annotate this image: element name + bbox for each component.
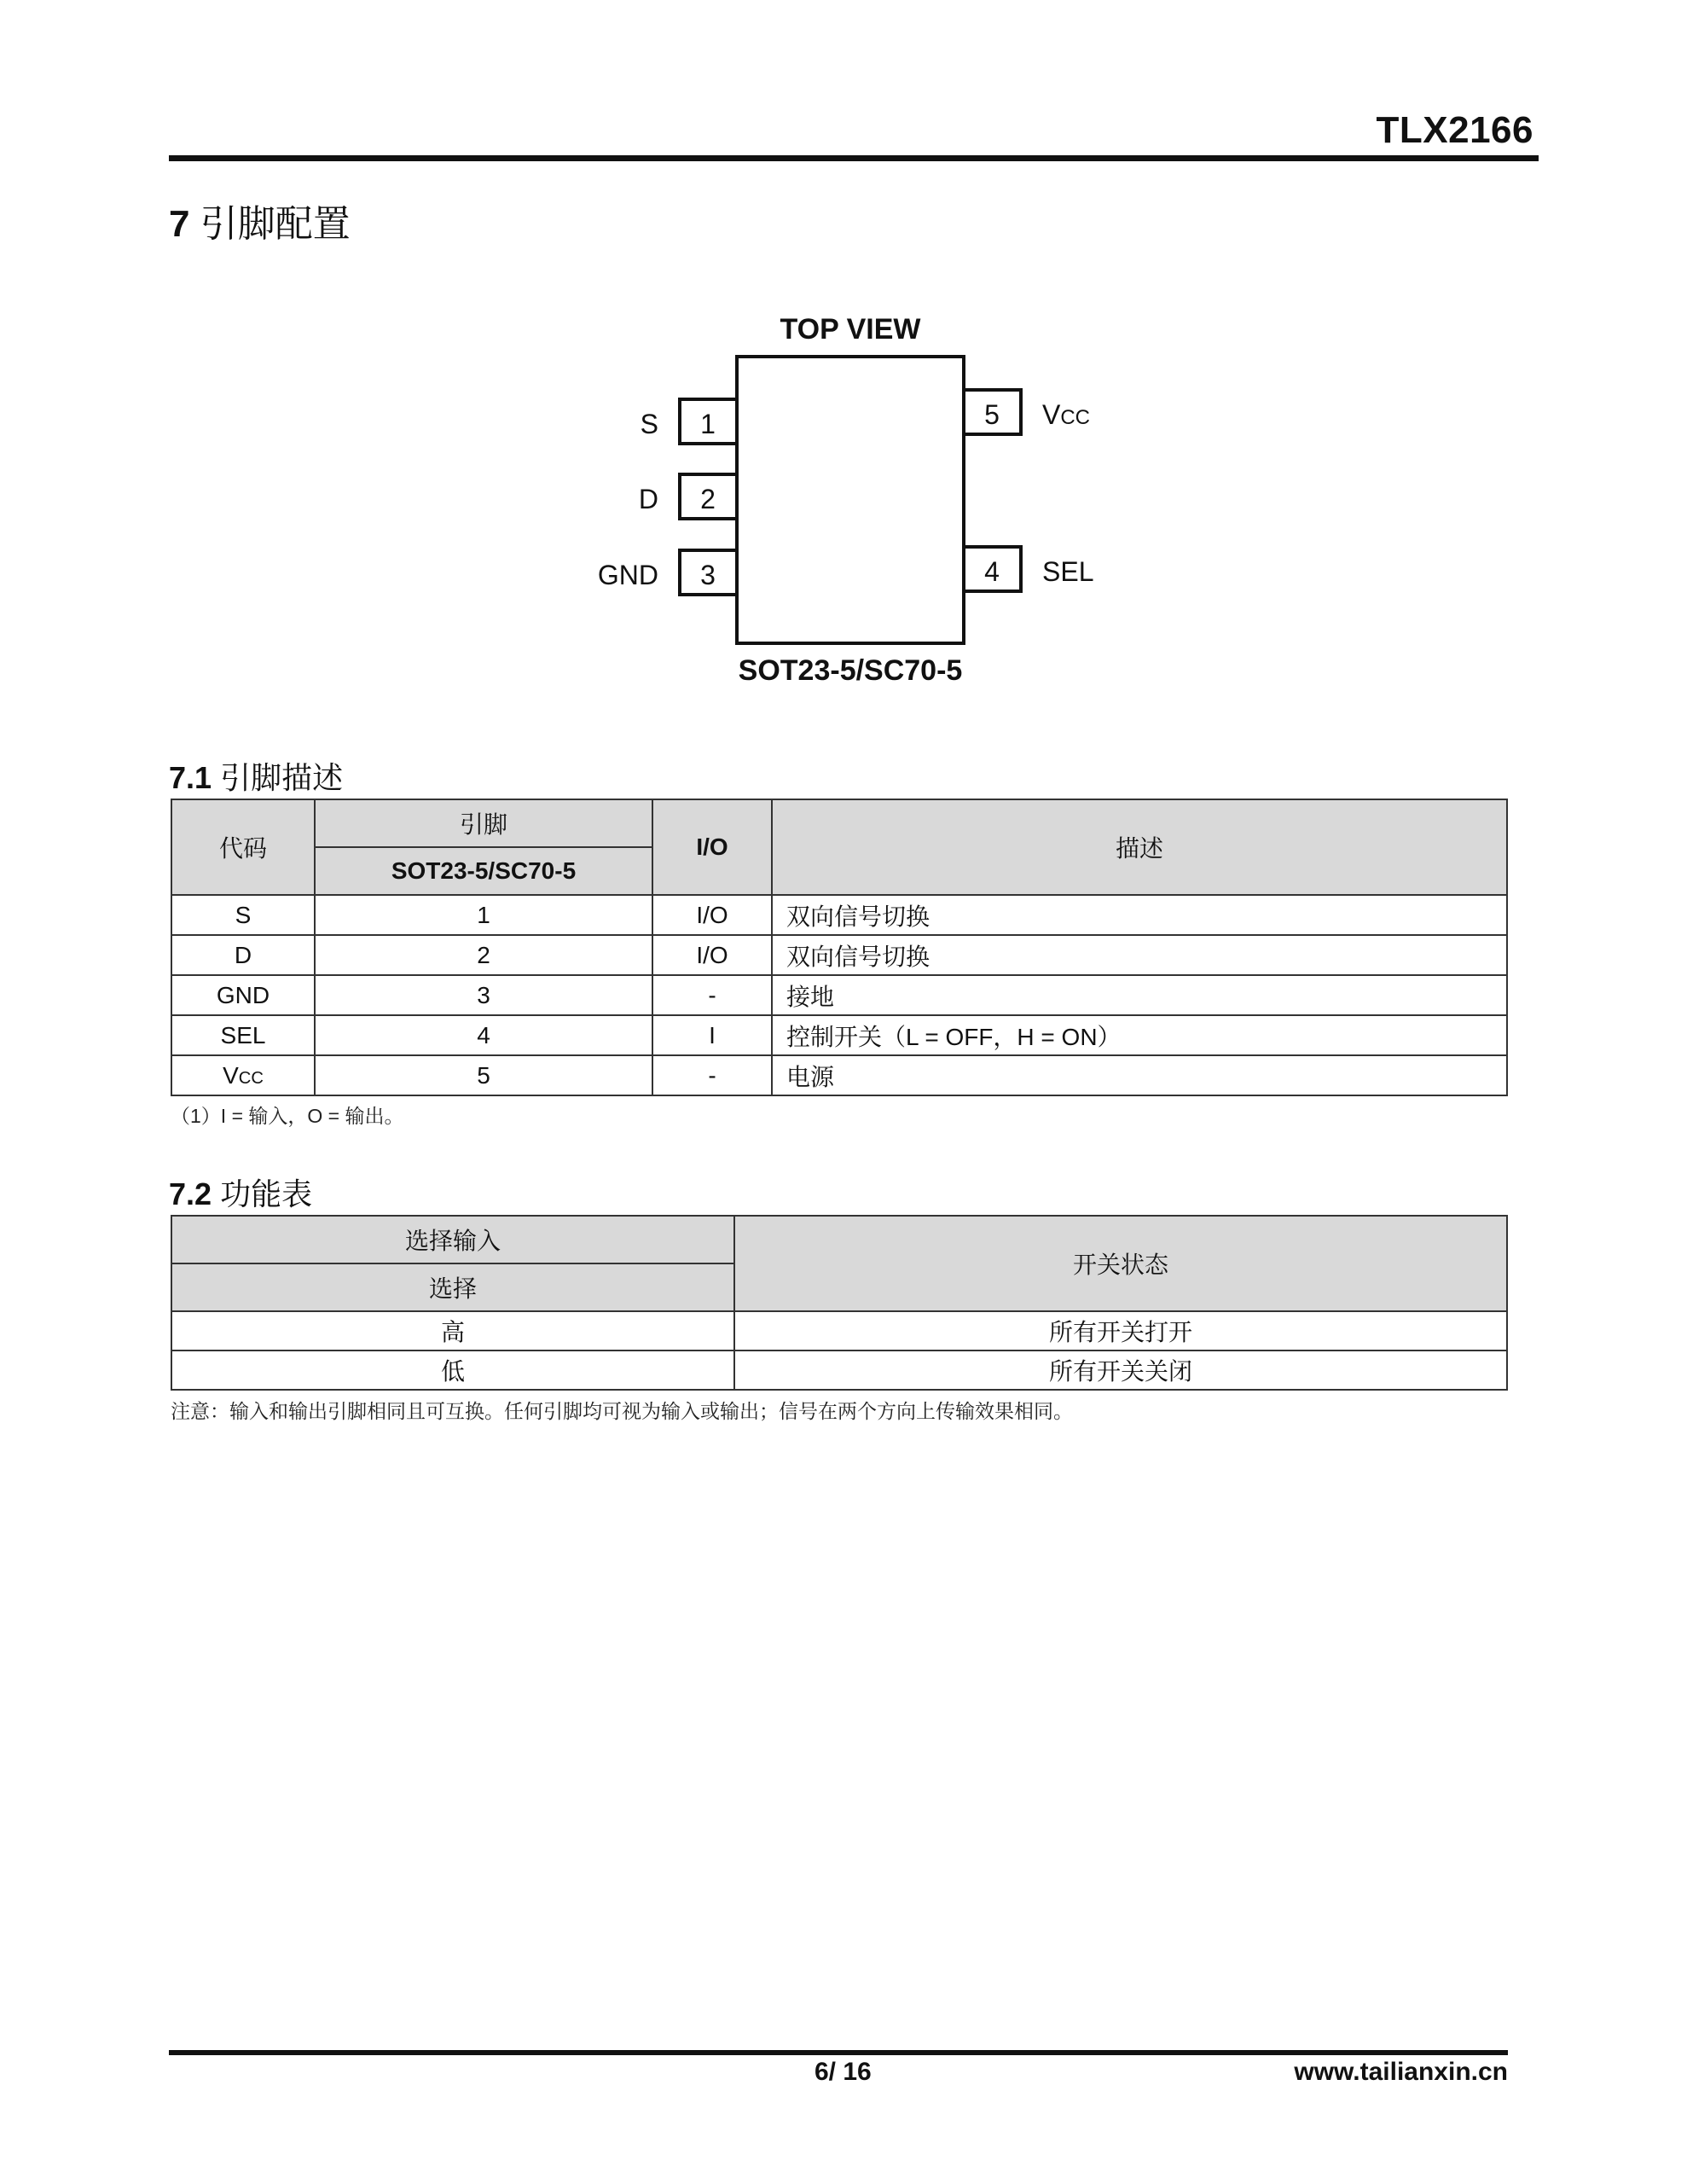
pin-5-name: VCC: [1042, 399, 1091, 430]
pin-2-number: 2: [700, 484, 716, 514]
pin-description: 接地: [772, 975, 1507, 1015]
pin-io: I/O: [652, 895, 772, 935]
pin-description: 电源: [772, 1055, 1507, 1095]
pin-code: S: [171, 895, 315, 935]
table-row: [171, 935, 1507, 975]
section-7-1-title: 引脚描述: [220, 760, 344, 795]
pin-number: 1: [315, 895, 652, 935]
function-table: [171, 1215, 1508, 1391]
pin-4-number: 4: [984, 556, 1000, 587]
footer-rule: [169, 2050, 1508, 2055]
table-row: [171, 1311, 1507, 1350]
pin-number: 4: [315, 1015, 652, 1055]
pin-io: -: [652, 1055, 772, 1095]
table-row: [171, 895, 1507, 935]
pin-code: D: [171, 935, 315, 975]
pin-number: 5: [315, 1055, 652, 1095]
switch-state-value: 所有开关打开: [734, 1311, 1507, 1350]
header-description: 描述: [772, 799, 1507, 895]
pin-5-number: 5: [984, 399, 1000, 430]
section-7-heading: [169, 193, 351, 247]
pin-description: 双向信号切换: [772, 895, 1507, 935]
pin-1-name: S: [640, 409, 658, 439]
header-switch-state: 开关状态: [734, 1216, 1507, 1311]
header-rule: [169, 155, 1539, 161]
pin-code: GND: [171, 975, 315, 1015]
table-row: [171, 1055, 1507, 1095]
website-link[interactable]: www.tailianxin.cn: [1294, 2058, 1508, 2086]
pin-description: 控制开关（L = OFF，H = ON）: [772, 1015, 1507, 1055]
pin-code: VCC: [171, 1055, 315, 1095]
pin-number: 2: [315, 935, 652, 975]
pin-number: 3: [315, 975, 652, 1015]
function-table-note: 注意：输入和输出引脚相同且可互换。任何引脚均可视为输入或输出；信号在两个方向上传输效果相同。: [171, 1400, 1073, 1422]
header-pin: 引脚: [315, 799, 652, 847]
section-7-1-heading: [169, 754, 343, 798]
section-7-2-heading: [169, 1170, 312, 1214]
pin-description-table: [171, 799, 1508, 1096]
pin-io: -: [652, 975, 772, 1015]
header-select: 选择: [171, 1263, 734, 1311]
package-label: SOT23-5/SC70-5: [738, 654, 963, 687]
pin-description: 双向信号切换: [772, 935, 1507, 975]
table-row: [171, 1350, 1507, 1390]
section-7-title: 引脚配置: [200, 203, 351, 245]
header-select-input: 选择输入: [171, 1216, 734, 1263]
pinout-diagram: [563, 307, 1143, 700]
select-value: 高: [171, 1311, 734, 1350]
pin-table-footnote: （1）I = 输入，O = 输出。: [171, 1105, 404, 1127]
header-code: 代码: [171, 799, 315, 895]
section-7-1-number: 7.1: [169, 760, 212, 795]
chip-body: [737, 357, 964, 643]
top-view-label: TOP VIEW: [780, 313, 921, 346]
table-row: [171, 975, 1507, 1015]
pin-io: I: [652, 1015, 772, 1055]
pin-io: I/O: [652, 935, 772, 975]
section-7-2-title: 功能表: [220, 1176, 313, 1211]
pin-3-name: GND: [597, 560, 658, 590]
pin-4-name: SEL: [1042, 556, 1094, 587]
pin-3-number: 3: [700, 560, 716, 590]
table-row: [171, 1015, 1507, 1055]
header-package: SOT23-5/SC70-5: [315, 847, 652, 895]
select-value: 低: [171, 1350, 734, 1390]
part-number-header: TLX2166: [1376, 109, 1533, 151]
pin-2-name: D: [638, 484, 658, 514]
pin-code: SEL: [171, 1015, 315, 1055]
switch-state-value: 所有开关关闭: [734, 1350, 1507, 1390]
page-number: 6/ 16: [815, 2058, 872, 2086]
section-7-number: 7: [169, 203, 190, 245]
pin-1-number: 1: [700, 409, 716, 439]
header-io: I/O: [652, 799, 772, 895]
section-7-2-number: 7.2: [169, 1176, 212, 1211]
